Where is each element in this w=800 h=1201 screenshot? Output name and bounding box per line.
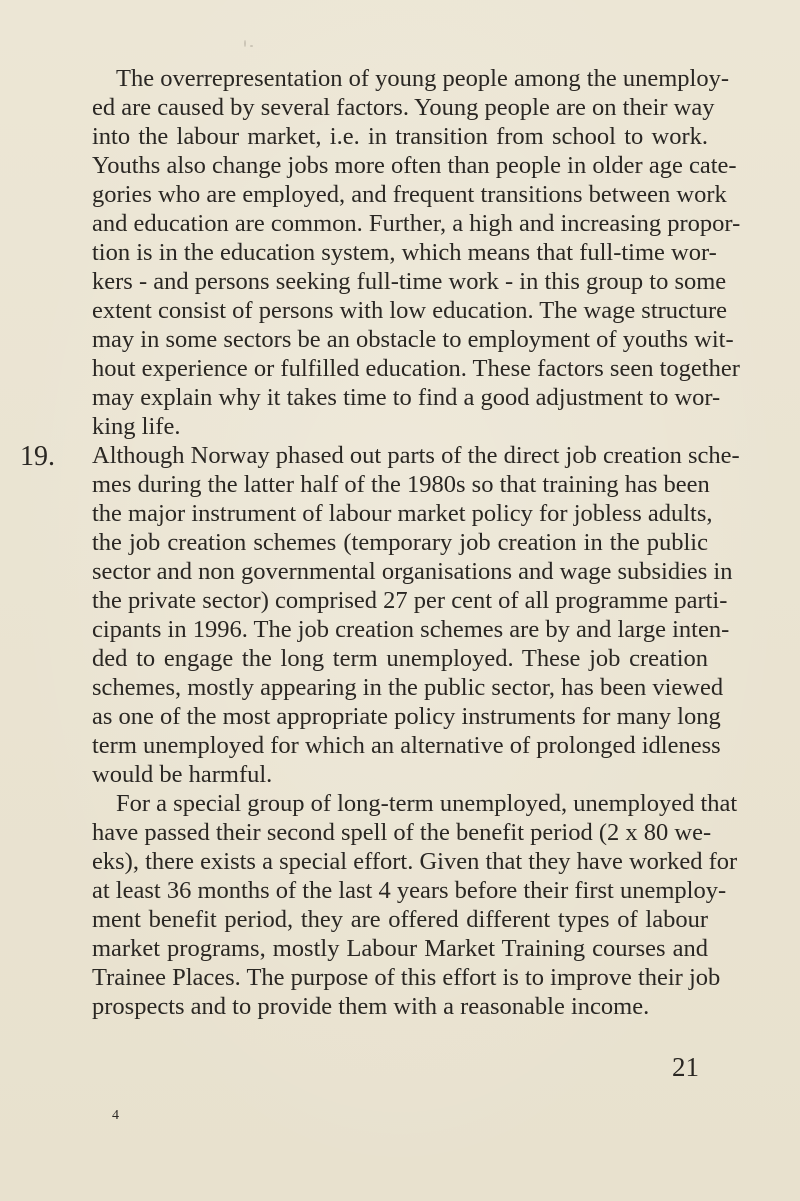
paragraph-1	[92, 64, 741, 441]
paragraph-line: cipants in 1996. The job creation schemes are by and large inten-	[92, 616, 730, 643]
paragraph-line: kers - and persons seeking full-time work - in this group to some	[92, 268, 727, 295]
paragraph-line: the private sector) comprised 27 per cent of all programme parti-	[92, 587, 728, 614]
body-text	[92, 64, 741, 1021]
paper-speck	[244, 40, 254, 52]
paragraph-line: gories who are employed, and frequent transitions between work	[92, 181, 727, 208]
paragraph-line: prospects and to provide them with a reasonable income.	[92, 993, 650, 1020]
paragraph-line: extent consist of persons with low education. The wage structure	[92, 297, 728, 324]
paragraph-line: may explain why it takes time to find a good adjustment to wor-	[92, 384, 721, 411]
paragraph-line: eks), there exists a special effort. Given that they have worked for	[92, 848, 738, 875]
section-number: 19.	[20, 441, 55, 472]
paragraph-line: and education are common. Further, a high and increasing propor-	[92, 210, 741, 237]
paragraph-line: king life.	[92, 413, 181, 440]
paragraph-line: the major instrument of labour market policy for jobless adults,	[92, 500, 713, 527]
paragraph-line: ded to engage the long term unemployed. These job creation	[92, 645, 708, 672]
paragraph-line: ment benefit period, they are offered different types of labour	[92, 906, 708, 933]
paragraph-line: as one of the most appropriate policy instruments for many long	[92, 703, 721, 730]
paragraph-3	[92, 789, 738, 1021]
paragraph-line: The overrepresentation of young people among the unemploy-	[116, 65, 729, 92]
paragraph-line: Youths also change jobs more often than people in older age cate-	[92, 152, 737, 179]
paragraph-line: tion is in the education system, which means that full-time wor-	[92, 239, 717, 266]
paragraph-line: the job creation schemes (temporary job creation in the public	[92, 529, 708, 556]
paragraph-line: may in some sectors be an obstacle to employment of youths wit-	[92, 326, 734, 353]
paragraph-line: Although Norway phased out parts of the direct job creation sche-	[92, 442, 740, 469]
paragraph-line: mes during the latter half of the 1980s so that training has been	[92, 471, 710, 498]
paragraph-line: would be harmful.	[92, 761, 273, 788]
paragraph-line: For a special group of long-term unemployed, unemployed that	[116, 790, 738, 817]
paragraph-line: hout experience or fulfilled education. These factors seen together	[92, 355, 740, 382]
paragraph-line: ed are caused by several factors. Young people are on their way	[92, 94, 715, 121]
page-number: 21	[672, 1052, 699, 1082]
paragraph-line: Trainee Places. The purpose of this effort is to improve their job	[92, 964, 721, 991]
paragraph-line: term unemployed for which an alternative of prolonged idleness	[92, 732, 721, 759]
paragraph-line: into the labour market, i.e. in transition from school to work.	[92, 123, 708, 150]
paragraph-line: schemes, mostly appearing in the public sector, has been viewed	[92, 674, 724, 701]
paragraph-line: at least 36 months of the last 4 years before their first unemploy-	[92, 877, 727, 904]
paragraph-line: sector and non governmental organisations and wage subsidies in	[92, 558, 733, 585]
paragraph-2	[92, 441, 740, 789]
paragraph-line: have passed their second spell of the benefit period (2 x 80 we-	[92, 819, 712, 846]
footer-mark: 4	[112, 1108, 119, 1123]
paragraph-line: market programs, mostly Labour Market Training courses and	[92, 935, 708, 962]
